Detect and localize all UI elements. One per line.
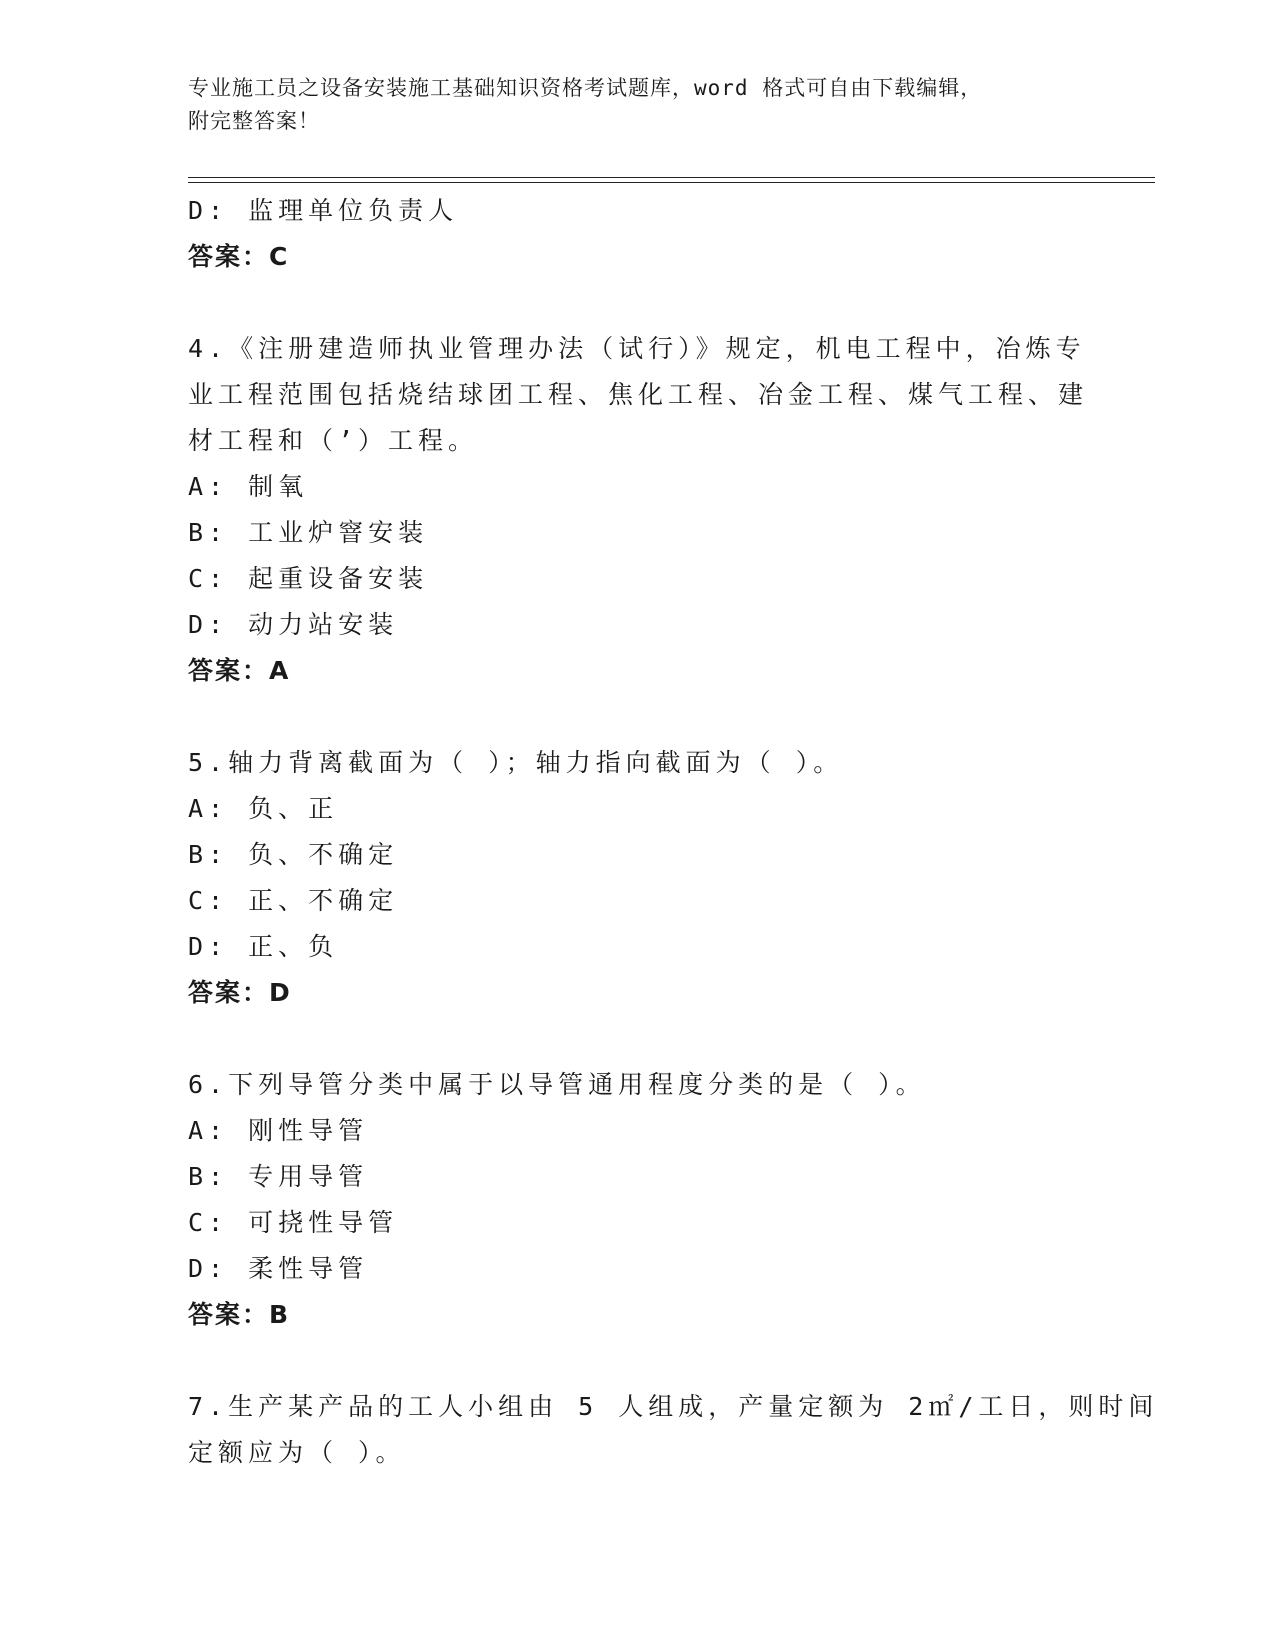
question-list — [188, 188, 1159, 1476]
option-d: D: 动力站安装 — [188, 610, 399, 639]
header-divider-bottom — [188, 182, 1155, 183]
spacer — [188, 280, 1088, 326]
option-d: D: 正、负 — [188, 932, 339, 961]
header-title-line-2: 附完整答案！ — [188, 109, 320, 133]
option-c: C: 正、不确定 — [188, 886, 399, 915]
answer-text: 答案：A — [188, 656, 291, 685]
option-a: A: 负、正 — [188, 794, 339, 823]
option-c: C: 起重设备安装 — [188, 564, 429, 593]
question-4 — [188, 326, 1088, 694]
option-c: C: 可挠性导管 — [188, 1208, 399, 1237]
question-6 — [188, 1062, 1088, 1338]
question-3-tail — [188, 188, 1088, 280]
question-text-line: 4.《注册建造师执业管理办法（试行）》规定，机电工程中，冶炼专 — [188, 334, 1086, 363]
question-text-line: 材工程和（’）工程。 — [188, 426, 479, 455]
question-text-line: 5.轴力背离截面为（ ）；轴力指向截面为（ ）。 — [188, 748, 844, 777]
question-text-line: 业工程范围包括烧结球团工程、焦化工程、冶金工程、煤气工程、建 — [188, 380, 1089, 409]
spacer — [188, 694, 1088, 740]
question-text-line: 定额应为（ ）。 — [188, 1438, 406, 1467]
answer-text: 答案：B — [188, 1300, 291, 1329]
option-a: A: 刚性导管 — [188, 1116, 369, 1145]
header-divider-top — [188, 177, 1155, 178]
question-5 — [188, 740, 1088, 1016]
option-a: A: 制氧 — [188, 472, 309, 501]
spacer — [188, 1016, 1088, 1062]
answer-text: 答案：C — [188, 242, 290, 271]
header-title-line-1: 专业施工员之设备安装施工基础知识资格考试题库，word 格式可自由下载编辑， — [188, 76, 983, 100]
document-header — [188, 72, 1068, 138]
question-text-line: 7.生产某产品的工人小组由 5 人组成，产量定额为 2㎡/工日，则时间 — [188, 1392, 1159, 1421]
option-b: B: 负、不确定 — [188, 840, 399, 869]
option-b: B: 专用导管 — [188, 1162, 369, 1191]
question-text-line: 6.下列导管分类中属于以导管通用程度分类的是（ ）。 — [188, 1070, 926, 1099]
option-b: B: 工业炉窨安装 — [188, 518, 429, 547]
question-7 — [188, 1384, 1159, 1476]
option-d: D: 柔性导管 — [188, 1254, 369, 1283]
spacer — [188, 1338, 1088, 1384]
answer-text: 答案：D — [188, 978, 292, 1007]
option-d: D: 监理单位负责人 — [188, 196, 459, 225]
